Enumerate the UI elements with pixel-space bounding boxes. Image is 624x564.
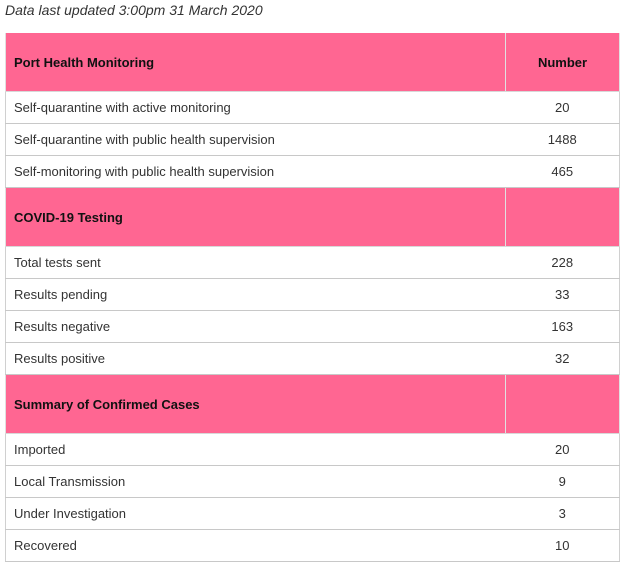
row-value: 33 — [506, 279, 620, 311]
table-row — [6, 311, 620, 343]
row-label: Self-quarantine with active monitoring — [6, 92, 506, 124]
row-label: Results negative — [6, 311, 506, 343]
section-title: Port Health Monitoring — [6, 33, 506, 92]
row-value: 20 — [506, 92, 620, 124]
row-value: 9 — [506, 466, 620, 498]
row-value: 3 — [506, 498, 620, 530]
section-title: COVID-19 Testing — [6, 188, 506, 247]
row-value: 163 — [506, 311, 620, 343]
section-title: Summary of Confirmed Cases — [6, 375, 506, 434]
table-row — [6, 247, 620, 279]
table-row — [6, 156, 620, 188]
row-label: Recovered — [6, 530, 506, 562]
section-header-confirmed-cases — [6, 375, 620, 434]
number-column-header: Number — [506, 33, 620, 92]
row-value: 10 — [506, 530, 620, 562]
row-label: Results positive — [6, 343, 506, 375]
row-label: Self-quarantine with public health supervision — [6, 124, 506, 156]
covid-stats-table — [5, 33, 620, 562]
row-label: Results pending — [6, 279, 506, 311]
section-number-header — [506, 188, 620, 247]
row-value: 465 — [506, 156, 620, 188]
row-label: Total tests sent — [6, 247, 506, 279]
row-label: Local Transmission — [6, 466, 506, 498]
table-row — [6, 279, 620, 311]
table-row — [6, 434, 620, 466]
row-label: Under Investigation — [6, 498, 506, 530]
row-label: Self-monitoring with public health supervision — [6, 156, 506, 188]
section-header-covid-testing — [6, 188, 620, 247]
table-row — [6, 92, 620, 124]
last-updated-text: Data last updated 3:00pm 31 March 2020 — [5, 2, 263, 18]
section-header-port-health — [6, 33, 620, 92]
row-value: 1488 — [506, 124, 620, 156]
table-row — [6, 498, 620, 530]
table-row — [6, 466, 620, 498]
table-row — [6, 530, 620, 562]
row-value: 32 — [506, 343, 620, 375]
table-row — [6, 343, 620, 375]
row-label: Imported — [6, 434, 506, 466]
section-number-header — [506, 375, 620, 434]
row-value: 20 — [506, 434, 620, 466]
table-row — [6, 124, 620, 156]
row-value: 228 — [506, 247, 620, 279]
